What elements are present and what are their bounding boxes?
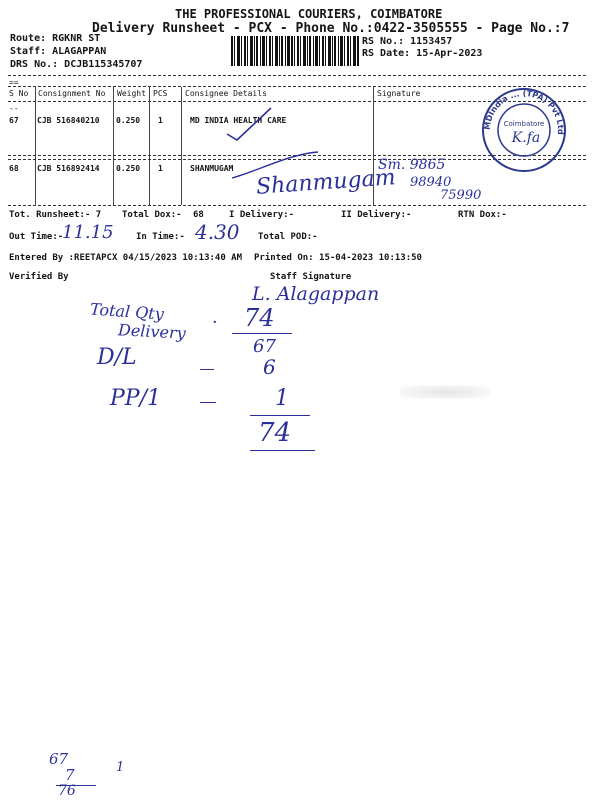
out-time-label: Out Time:- <box>9 232 64 242</box>
total-pod-label: Total POD:- <box>258 232 318 242</box>
pp-value: 1 <box>275 386 289 411</box>
col-pcs: PCS <box>153 89 168 98</box>
svg-text:Coimbatore: Coimbatore <box>503 120 545 128</box>
scan-smudge <box>400 385 490 399</box>
route-label: Route: RGKNR ST <box>10 33 101 44</box>
dash-mark <box>200 369 214 370</box>
drs-number: DRS No.: DCJB115345707 <box>10 59 143 70</box>
row2-phone-b: 98940 <box>410 175 452 190</box>
col-signature: Signature <box>377 89 421 98</box>
sum-value: 74 <box>258 418 292 448</box>
staff-label: Staff: ALAGAPPAN <box>10 46 107 57</box>
dot-mark: · <box>212 312 218 333</box>
sum-line <box>250 415 310 416</box>
divider <box>8 75 586 76</box>
grid-line <box>35 87 36 205</box>
dsl-label: D/L <box>97 345 137 370</box>
delivery-value: 67 <box>253 336 276 357</box>
ii-delivery: II Delivery:- <box>341 210 412 220</box>
pp-label: PP/1 <box>110 386 162 411</box>
row1-signature-mark <box>225 104 275 144</box>
underline <box>232 333 292 334</box>
out-time-value: 11.15 <box>62 222 114 243</box>
row2-signature: Shanmugam <box>255 165 397 200</box>
barcode <box>231 36 359 66</box>
col-consignee: Consignee Details <box>185 89 267 98</box>
rs-number: RS No.: 1153457 <box>362 36 453 47</box>
rs-date: RS Date: 15-Apr-2023 <box>362 48 483 59</box>
verified-by: Verified By <box>9 272 69 282</box>
row-consignee: MD INDIA HEALTH CARE <box>190 116 287 125</box>
rtn-dox: RTN Dox:- <box>458 210 507 220</box>
grid-line <box>113 87 114 205</box>
row-consignment: CJB 516892414 <box>37 164 100 173</box>
dash-marker: -- <box>9 104 19 113</box>
dash-mark <box>200 402 216 403</box>
sum-underline <box>250 450 315 451</box>
table-marker: == <box>9 78 19 87</box>
row-consignee: SHANMUGAM <box>190 164 234 173</box>
col-sno: S No <box>9 89 29 98</box>
total-dox-label: Total Dox:- <box>122 210 182 220</box>
company-stamp <box>480 86 568 174</box>
row2-phone-c: 75990 <box>440 188 482 203</box>
total-qty-label: Total Qty <box>89 299 165 324</box>
delivery-label: Delivery <box>117 320 187 343</box>
grid-line <box>181 87 182 205</box>
staff-signature: L. Alagappan <box>252 283 380 305</box>
bottom-note-c: 1 <box>116 760 125 775</box>
runsheet-title: Delivery Runsheet - PCX - Phone No.:0422-3505555 - Page No.:7 <box>92 21 570 36</box>
i-delivery: I Delivery:- <box>229 210 295 220</box>
in-time-value: 4.30 <box>195 220 240 244</box>
dsl-value: 6 <box>263 355 276 379</box>
row-consignment: CJB 516840210 <box>37 116 100 125</box>
row-pcs: 1 <box>158 116 163 125</box>
col-consignment: Consignment No <box>38 89 106 98</box>
divider <box>8 205 586 206</box>
svg-text:MDIndia ... (TPA) Pvt Ltd: MDIndia ... (TPA) Pvt Ltd <box>482 88 566 135</box>
row-sno: 67 <box>9 116 19 125</box>
in-time-label: In Time:- <box>136 232 185 242</box>
bottom-note-d: 76 <box>58 783 76 799</box>
bottom-note-a: 67 <box>49 750 69 768</box>
row2-phone-a: Sm. 9865 <box>378 157 446 173</box>
bottom-note-b: 7 <box>65 766 75 784</box>
grid-line <box>149 87 150 205</box>
row-weight: 0.250 <box>116 164 141 173</box>
col-weight: Weight <box>117 89 146 98</box>
staff-signature-label: Staff Signature <box>270 272 352 282</box>
tot-runsheet: Tot. Runsheet:- 7 <box>9 210 102 220</box>
total-dox-value: 68 <box>193 210 204 220</box>
total-qty-value: 74 <box>244 304 275 332</box>
signature-swoosh <box>230 150 320 180</box>
svg-text:K.fa: K.fa <box>511 130 541 146</box>
company-name: THE PROFESSIONAL COURIERS, COIMBATORE <box>175 7 443 21</box>
printed-on: Printed On: 15-04-2023 10:13:50 <box>254 253 422 263</box>
row-weight: 0.250 <box>116 116 141 125</box>
row-pcs: 1 <box>158 164 163 173</box>
row-sno: 68 <box>9 164 19 173</box>
entered-by: Entered By :REETAPCX 04/15/2023 10:13:40 AM <box>9 253 242 263</box>
